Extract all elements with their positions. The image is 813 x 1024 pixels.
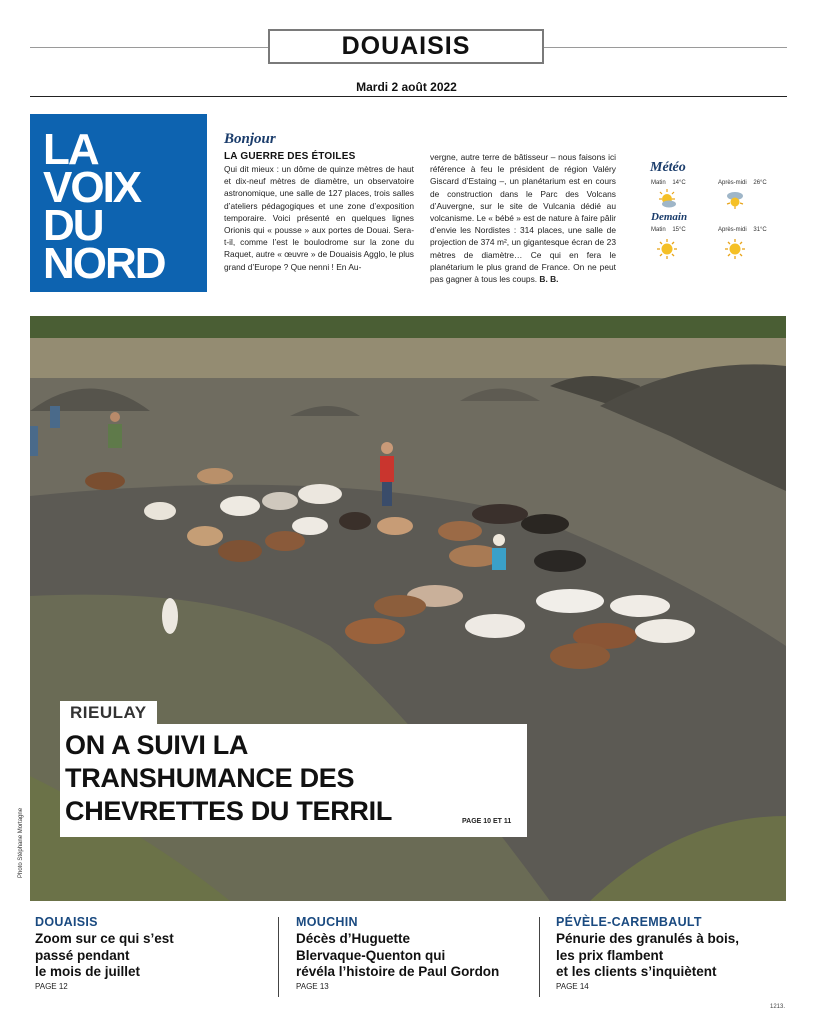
headline-line-2: TRANSHUMANCE DES: [65, 763, 355, 793]
teaser-page: PAGE 12: [35, 981, 68, 991]
tomorrow-morning-label: Matin 15°C: [651, 227, 686, 233]
teaser-divider: [278, 917, 279, 997]
story-kicker: RIEULAY: [60, 701, 157, 724]
tomorrow-title: Demain: [651, 211, 688, 223]
teaser-divider: [539, 917, 540, 997]
logo-line-2: VOIX: [43, 163, 141, 212]
bonjour-title: LA GUERRE DES ÉTOILES: [224, 151, 356, 162]
tomorrow-afternoon-label: Après-midi 31°C: [718, 227, 767, 233]
photo-credit: Photo Stéphane Mortagne: [18, 807, 24, 878]
bonjour-signature: B. B.: [539, 274, 559, 285]
weather-title: Météo: [650, 160, 686, 175]
teaser-title: Zoom sur ce qui s’est passé pendant le mois de juillet: [35, 931, 174, 979]
newspaper-logo[interactable]: [30, 114, 207, 292]
date-rule: [30, 96, 787, 97]
sun-cloud-icon: [724, 188, 746, 210]
teaser-section: MOUCHIN: [296, 915, 358, 929]
bonjour-text-col2: [430, 151, 616, 285]
logo-line-1: LA: [43, 125, 98, 174]
teaser-page: PAGE 14: [556, 981, 589, 991]
logo-line-3: DU: [43, 201, 103, 250]
teaser-title: Pénurie des granulés à bois, les prix flambent et les clients s’inquiètent: [556, 931, 740, 979]
headline-page-ref: PAGE 10 ET 11: [462, 818, 512, 825]
teaser-pevele-carembault[interactable]: [556, 915, 788, 991]
teaser-section: DOUAISIS: [35, 915, 98, 929]
logo-line-4: NORD: [43, 239, 165, 288]
headline-line-3: CHEVRETTES DU TERRIL: [65, 796, 393, 826]
header-rule-left: [30, 47, 268, 48]
bonjour-text-col1: Qui dit mieux : un dôme de quinze mètres de haut et dix-neuf mètres de diamètre, un observatoire astronomique, une salle de 127 places, trois salles d’ateliers pédagogiques et une zone d’exposition temporaire. Voici présenté en quelques lignes Orionis qui « pousse » aux portes de Douai. Sera-t-il, comme l’est le boulodrome sur la zone du Raquet, autre « œuvre » de Douaisis Agglo, le plus grand d’Europe ? Que nenni ! En Au-: [224, 164, 414, 272]
bonjour-col2-body: vergne, autre terre de bâtisseur – nous faisons ici référence à feu le président de région Valéry Giscard d’Estaing –, un planétarium est en cours de construction dans le Parc des Volcans d’Auvergne, sur le site de Vulcania dédié au volcanisme. Le « bébé » est de nature à faire pâlir d’envie les Nordistes : 314 places, une salle de projection de 374 m², un gigantesque écran de 23 mètres de diamètre… Ce qui en fera le planétarium le plus grand de France. On ne peut pas gagner à tous les coups.: [430, 152, 616, 285]
teaser-page: PAGE 13: [296, 981, 329, 991]
bonjour-heading: Bonjour: [224, 131, 276, 147]
teaser-section: PÉVÈLE-CAREMBAULT: [556, 915, 702, 929]
main-headline[interactable]: [60, 724, 527, 837]
issue-date: Mardi 2 août 2022: [356, 80, 457, 94]
headline-line-1: ON A SUIVI LA: [65, 730, 249, 760]
section-title: DOUAISIS: [268, 29, 544, 64]
sun-icon: [656, 238, 678, 260]
weather-box: [648, 160, 788, 290]
sun-icon: [724, 238, 746, 260]
teaser-title: Décès d’Huguette Blervaque-Quenton qui révéla l’histoire de Paul Gordon: [296, 931, 500, 979]
teaser-douaisis[interactable]: [35, 915, 275, 991]
today-afternoon-label: Après-midi 26°C: [718, 180, 767, 186]
today-morning-label: Matin 14°C: [651, 180, 686, 186]
teaser-mouchin[interactable]: [296, 915, 536, 991]
header-rule-right: [544, 47, 787, 48]
sun-cloud-icon: [656, 188, 678, 210]
page-code: 1213.: [770, 1004, 786, 1010]
